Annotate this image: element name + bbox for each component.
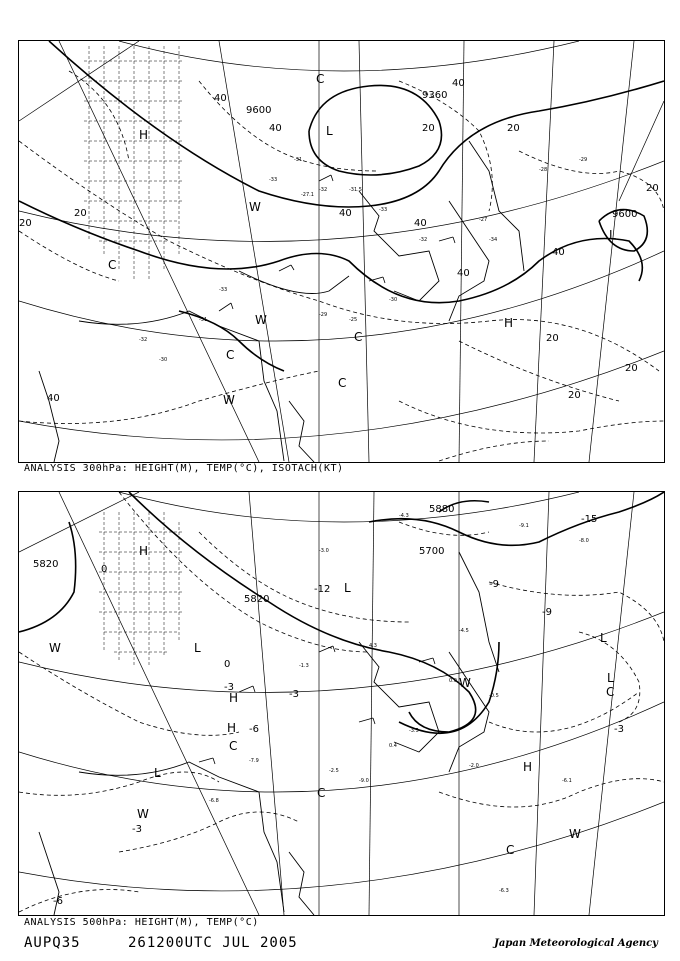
svg-text:-30: -30 <box>389 297 398 303</box>
svg-text:-6: -6 <box>53 896 63 907</box>
svg-text:-15: -15 <box>581 514 598 525</box>
svg-text:-1.3: -1.3 <box>299 663 309 669</box>
svg-text:-32: -32 <box>319 187 328 193</box>
svg-text:40: 40 <box>414 218 427 229</box>
svg-text:-9: -9 <box>542 607 552 618</box>
svg-text:-33: -33 <box>269 177 278 183</box>
center-label: H <box>139 544 149 558</box>
svg-text:-9.1: -9.1 <box>519 523 529 529</box>
center-label: L <box>194 641 201 655</box>
height-label: 5700 <box>419 546 445 557</box>
svg-text:-12: -12 <box>314 584 331 595</box>
svg-text:40: 40 <box>457 268 470 279</box>
svg-text:-29: -29 <box>319 312 328 318</box>
center-label: L <box>326 124 333 138</box>
center-label: W <box>459 676 471 690</box>
center-label: H <box>139 128 149 142</box>
svg-text:20: 20 <box>74 208 87 219</box>
center-label: C <box>506 843 515 857</box>
svg-text:0: 0 <box>101 564 108 575</box>
hatched-area-300 <box>84 46 184 281</box>
product-id: AUPQ35 <box>24 935 81 951</box>
valid-time: 261200UTC JUL 2005 <box>128 935 298 951</box>
svg-text:0.4: 0.4 <box>389 743 397 749</box>
svg-text:40: 40 <box>269 123 282 134</box>
map-300hpa <box>19 41 664 462</box>
svg-text:-34: -34 <box>489 237 498 243</box>
agency-credit: Japan Meteorological Agency <box>494 938 658 949</box>
svg-text:-25: -25 <box>349 317 358 323</box>
svg-text:-32: -32 <box>419 237 428 243</box>
svg-text:-33: -33 <box>219 287 228 293</box>
center-label: L <box>607 671 614 685</box>
svg-text:-3.5: -3.5 <box>409 728 419 734</box>
svg-text:-9: -9 <box>489 579 499 590</box>
caption-500hpa: ANALYSIS 500hPa: HEIGHT(M), TEMP(°C) <box>24 917 259 928</box>
svg-text:20: 20 <box>422 123 435 134</box>
svg-text:-6.8: -6.8 <box>209 798 219 804</box>
center-label: W <box>49 641 61 655</box>
svg-text:-6.3: -6.3 <box>499 888 509 894</box>
temp-contours-500 <box>19 492 664 912</box>
center-label: C <box>606 685 615 699</box>
svg-text:40: 40 <box>452 78 465 89</box>
svg-text:-2.5: -2.5 <box>329 768 339 774</box>
svg-text:-30: -30 <box>159 357 168 363</box>
wind-barbs-300 <box>219 175 455 311</box>
svg-text:20: 20 <box>507 123 520 134</box>
height-labels-300 <box>246 90 637 220</box>
svg-text:-3.0: -3.0 <box>319 548 329 554</box>
svg-text:-8.0: -8.0 <box>579 538 589 544</box>
svg-text:-2.0: -2.0 <box>469 763 479 769</box>
center-label: L <box>154 766 161 780</box>
hatched-area-500 <box>99 512 184 667</box>
height-contours-300 <box>19 41 664 371</box>
station-obs-300 <box>139 157 587 363</box>
chart-500hpa <box>18 491 665 916</box>
center-label: L <box>344 581 351 595</box>
height-label: 9600 <box>246 105 272 116</box>
center-label: C <box>317 786 326 800</box>
svg-text:-28: -28 <box>539 167 548 173</box>
svg-text:-31.5: -31.5 <box>349 187 362 193</box>
svg-text:-9.0: -9.0 <box>359 778 369 784</box>
center-label: L <box>600 631 607 645</box>
graticule-500 <box>19 492 664 915</box>
svg-text:40: 40 <box>214 93 227 104</box>
svg-text:40: 40 <box>552 247 565 258</box>
svg-text:-6.1: -6.1 <box>562 778 572 784</box>
center-label: C <box>338 376 347 390</box>
center-label: C <box>316 72 325 86</box>
center-label: W <box>249 200 261 214</box>
temp-labels-500 <box>53 514 624 907</box>
pressure-centers-500 <box>49 544 614 857</box>
svg-text:20: 20 <box>546 333 559 344</box>
svg-text:-3: -3 <box>224 682 234 693</box>
svg-text:-29: -29 <box>579 157 588 163</box>
svg-text:0.0: 0.0 <box>449 678 457 684</box>
svg-text:-4.3: -4.3 <box>399 513 409 519</box>
svg-text:20: 20 <box>625 363 638 374</box>
svg-text:-31: -31 <box>199 317 208 323</box>
svg-text:-31: -31 <box>294 157 303 163</box>
center-label: L <box>609 228 616 242</box>
caption-300hpa: ANALYSIS 300hPa: HEIGHT(M), TEMP(°C), ISOTACH(KT) <box>24 463 344 474</box>
svg-text:-3: -3 <box>614 724 624 735</box>
svg-text:0: 0 <box>224 659 231 670</box>
center-label: C <box>229 739 238 753</box>
height-label: 5820 <box>244 594 270 605</box>
height-label: 9360 <box>422 90 448 101</box>
svg-text:4.3: 4.3 <box>369 643 377 649</box>
svg-text:-3: -3 <box>132 824 142 835</box>
center-label: H <box>504 316 514 330</box>
center-label: W <box>569 827 581 841</box>
svg-text:-0.5: -0.5 <box>489 693 499 699</box>
svg-text:20: 20 <box>646 183 659 194</box>
svg-text:40: 40 <box>339 208 352 219</box>
center-label: W <box>223 393 235 407</box>
svg-text:40: 40 <box>47 393 60 404</box>
svg-text:-4.5: -4.5 <box>459 628 469 634</box>
center-label: W <box>255 313 267 327</box>
center-label: C <box>226 348 235 362</box>
svg-text:-3: -3 <box>289 689 299 700</box>
svg-text:-7.9: -7.9 <box>249 758 259 764</box>
svg-text:-6: -6 <box>249 724 259 735</box>
svg-text:20: 20 <box>568 390 581 401</box>
map-500hpa <box>19 492 664 915</box>
svg-text:20: 20 <box>19 218 32 229</box>
height-label: 9600 <box>612 209 638 220</box>
center-label: H <box>523 760 533 774</box>
chart-300hpa <box>18 40 665 463</box>
center-label: C <box>108 258 117 272</box>
center-label: W <box>137 807 149 821</box>
center-label: H <box>229 691 239 705</box>
center-label: C <box>354 330 363 344</box>
svg-text:-27.1: -27.1 <box>301 192 314 198</box>
center-label: H <box>227 721 237 735</box>
height-label: 5820 <box>33 559 59 570</box>
height-label: 5880 <box>429 504 455 515</box>
svg-text:-32: -32 <box>139 337 148 343</box>
pressure-centers-300 <box>108 72 616 407</box>
svg-text:-27: -27 <box>479 217 488 223</box>
svg-text:-33: -33 <box>379 207 388 213</box>
